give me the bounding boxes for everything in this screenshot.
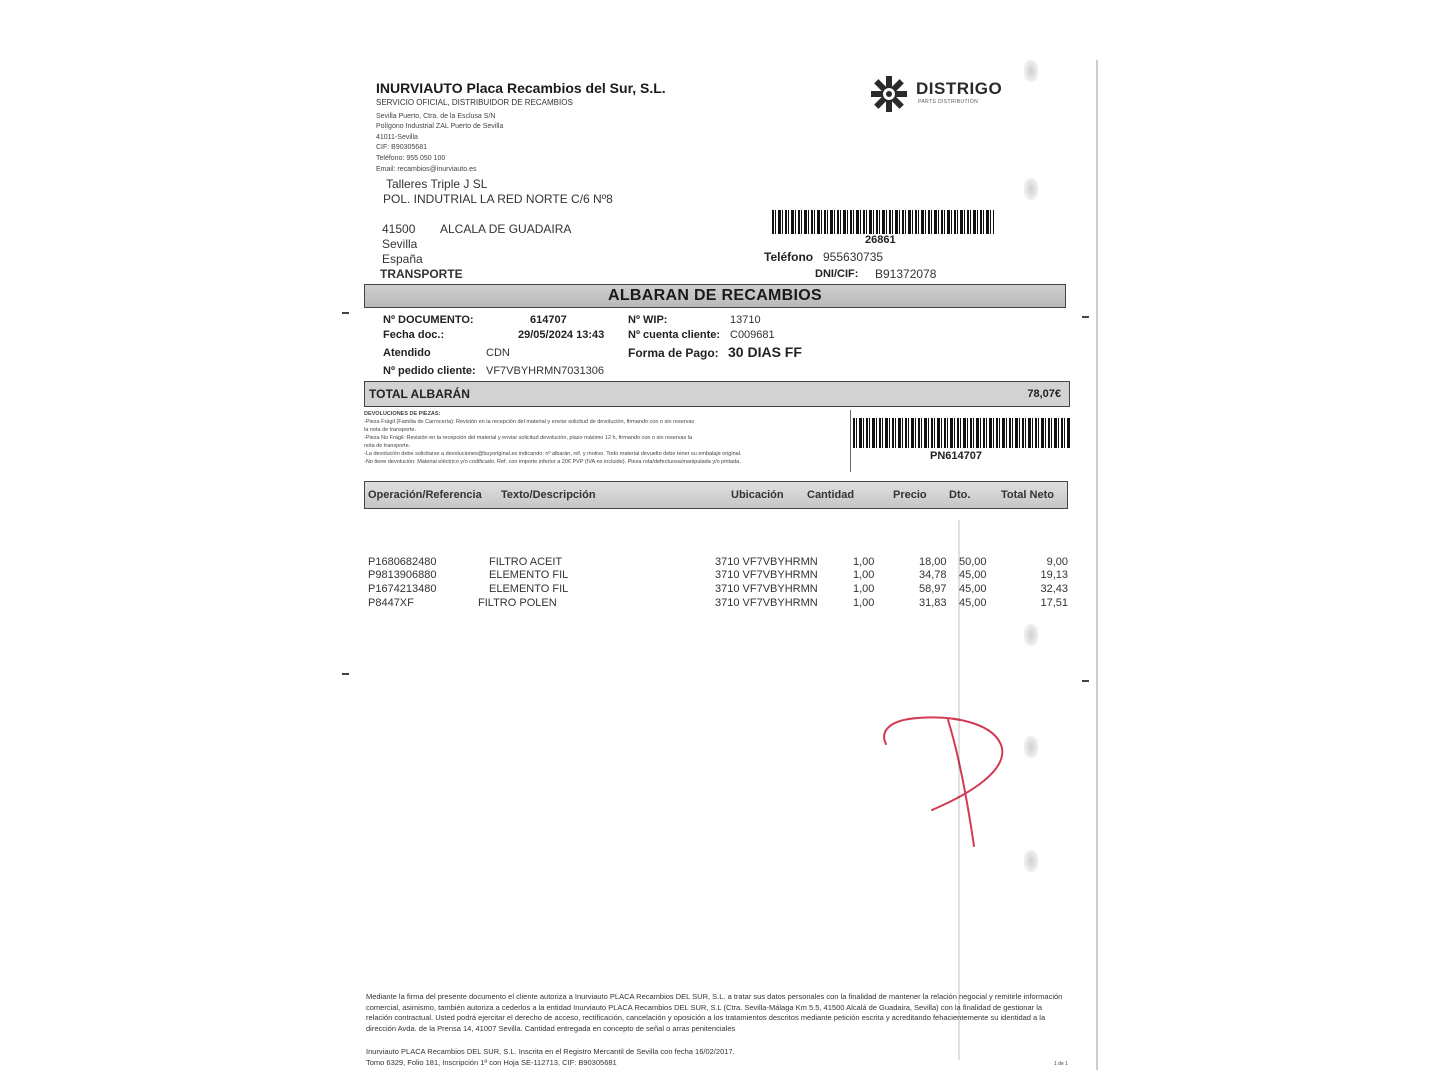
col-header-discount: Dto. (949, 489, 971, 501)
account-value: C009681 (730, 329, 775, 341)
col-header-description: Texto/Descripción (501, 489, 596, 501)
document-barcode-label: PN614707 (930, 450, 982, 462)
registry-notice-2: Tomo 6329, Folio 181, Inscripción 1ª con Hoja SE-112713, CIF: B90305681 (366, 1058, 617, 1067)
company-subtitle: SERVICIO OFICIAL, DISTRIBUIDOR DE RECAMBIOS (376, 98, 573, 107)
order-label: Nº pedido cliente: (383, 365, 476, 377)
customer-city: ALCALA DE GUADAIRA (440, 222, 572, 236)
document-title-bar (364, 284, 1066, 308)
company-address-line: Email: recambios@inurviauto.es (376, 166, 477, 173)
scan-smudge (1024, 736, 1038, 758)
scan-smudge (1024, 850, 1038, 872)
page-edge-mark (1082, 316, 1089, 318)
row-quantity: 1,00 (853, 556, 875, 568)
returns-line: -Pieza Frágil (Familia de Carrocería): Revisión en la recepción del material y enviar solicitud de devolución, firmando con o sin reservas (364, 419, 695, 425)
document-barcode (853, 418, 1071, 448)
attended-value: CDN (486, 347, 510, 359)
date-label: Fecha doc.: (383, 329, 445, 341)
customer-country: España (382, 252, 423, 266)
company-address-line: Polígono Industrial ZAL Puerto de Sevilla (376, 123, 504, 130)
wip-value: 13710 (730, 314, 761, 326)
row-discount: 45,00 (959, 597, 987, 609)
customer-barcode (772, 210, 994, 234)
customer-name: Talleres Triple J SL (386, 177, 488, 191)
row-description: ELEMENTO FIL (489, 569, 569, 581)
returns-line: -Pieza No Frágil: Revisión en la recepción del material y enviar solicitud devolución, plazo máximo 12 h, firmando con o sin reservas la (364, 435, 693, 441)
logo-text: DISTRIGO (916, 79, 1003, 98)
customer-phone: 955630735 (823, 250, 884, 264)
row-net-total: 17,51 (1040, 597, 1068, 609)
row-net-total: 19,13 (1040, 569, 1068, 581)
row-location: 3710 VF7VBYHRMN (715, 597, 818, 609)
customer-barcode-number: 26861 (865, 234, 896, 246)
logo-tagline: PARTS DISTRIBUTION (918, 99, 979, 105)
scan-smudge (1024, 60, 1038, 82)
payment-value: 30 DIAS FF (728, 344, 802, 360)
row-price: 18,00 (919, 556, 947, 568)
company-address-line: Sevilla Puerto, Ctra. de la Esclusa S/N (376, 113, 496, 120)
account-label: Nº cuenta cliente: (628, 329, 721, 341)
scan-smudge (1024, 624, 1038, 646)
handwritten-p-mark (878, 712, 1008, 852)
total-label: TOTAL ALBARÁN (369, 387, 470, 401)
row-location: 3710 VF7VBYHRMN (715, 583, 818, 595)
row-discount: 45,00 (959, 569, 987, 581)
wip-label: Nº WIP: (628, 314, 668, 326)
scan-smudge (1024, 178, 1038, 200)
row-description: FILTRO POLEN (478, 597, 557, 609)
page-edge-mark (342, 673, 349, 675)
privacy-notice: Mediante la firma del presente documento el cliente autoriza a Inurviauto PLACA Recambios DEL SUR, S.L. a tratar sus datos personales con la finalidad de mantener la relación negocial y remitirle información comercial, asimismo, también autoriza a cederlos a la entidad Inurviauto PLACA Recambios DEL SUR, S.L (Ctra. Sevilla-Málaga Km 5.5, 41500 Alcalá de Guadaira, Sevilla) con la finalidad de gestionar la relación contractual. Usted podrá ejercitar el derecho de acceso, rectificación, cancelación y oposición a los tratamientos descritos mediante petición escrita y acreditando fehacientemente su identidad a la dirección Avda. de la Prensa 14, 41007 Sevilla. Cantidad entregada en concepto de señal o arras penitenciales (366, 992, 1063, 1033)
items-table-header (364, 481, 1068, 509)
row-discount: 50,00 (959, 556, 987, 568)
attended-label: Atendido (383, 347, 431, 359)
page-edge-mark (342, 312, 349, 314)
company-address-line: Teléfono: 955 050 100 (376, 155, 446, 162)
company-name: INURVIAUTO Placa Recambios del Sur, S.L. (376, 80, 666, 96)
row-quantity: 1,00 (853, 583, 875, 595)
row-reference: P1680682480 (368, 556, 437, 568)
shipping-method: TRANSPORTE (380, 267, 463, 281)
row-description: ELEMENTO FIL (489, 583, 569, 595)
returns-line: -La devolución debe solicitarse a devoluciones@buyoriginal.es indicando: nº albarán, ref. y motivo. Todo material devuelto debe tener su embalaje original. (364, 451, 742, 457)
row-reference: P8447XF (368, 597, 414, 609)
customer-street: POL. INDUTRIAL LA RED NORTE C/6 Nº8 (383, 192, 613, 206)
tax-label: DNI/CIF: (815, 268, 859, 280)
col-header-reference: Operación/Referencia (368, 489, 482, 501)
row-price: 58,97 (919, 583, 947, 595)
order-value: VF7VBYHRMN7031306 (486, 365, 605, 377)
row-price: 31,83 (919, 597, 947, 609)
distrigo-logo (868, 74, 1018, 114)
row-description: FILTRO ACEIT (489, 556, 563, 568)
returns-line: la nota de transporte. (364, 427, 416, 433)
total-bar (364, 381, 1070, 407)
row-price: 34,78 (919, 569, 947, 581)
doc-number-label: Nº DOCUMENTO: (383, 314, 474, 326)
col-header-quantity: Cantidad (807, 489, 855, 501)
row-quantity: 1,00 (853, 597, 875, 609)
registry-notice: Inurviauto PLACA Recambios DEL SUR, S.L. Inscrita en el Registro Mercantil de Sevilla con fecha 16/02/2017. (366, 1047, 735, 1056)
row-discount: 45,00 (959, 583, 987, 595)
col-header-location: Ubicación (731, 489, 784, 501)
doc-date: 29/05/2024 13:43 (518, 329, 605, 341)
row-net-total: 32,43 (1040, 583, 1068, 595)
page-number: 1 de 1 (1054, 1061, 1068, 1067)
scan-fold-line (958, 520, 960, 1060)
phone-label: Teléfono (764, 250, 814, 264)
returns-policy (364, 410, 851, 472)
distrigo-star-icon (868, 74, 910, 114)
row-location: 3710 VF7VBYHRMN (715, 556, 818, 568)
customer-postal-code: 41500 (382, 222, 416, 236)
company-address-line: CIF: B90305681 (376, 144, 427, 151)
customer-tax-id: B91372078 (875, 267, 937, 281)
payment-label: Forma de Pago: (628, 346, 719, 360)
row-quantity: 1,00 (853, 569, 875, 581)
returns-line: nota de transporte. (364, 443, 411, 449)
row-reference: P1674213480 (368, 583, 437, 595)
col-header-price: Precio (893, 489, 927, 501)
page-edge-mark (1082, 680, 1089, 682)
company-address-line: 41011-Sevilla (376, 134, 418, 141)
returns-heading: DEVOLUCIONES DE PIEZAS: (364, 411, 441, 417)
row-net-total: 9,00 (1046, 556, 1068, 568)
total-amount: 78,07€ (1027, 388, 1061, 400)
doc-number: 614707 (530, 314, 567, 326)
customer-province: Sevilla (382, 237, 418, 251)
col-header-net-total: Total Neto (1001, 489, 1054, 501)
row-reference: P9813906880 (368, 569, 437, 581)
row-location: 3710 VF7VBYHRMN (715, 569, 818, 581)
document-title: ALBARAN DE RECAMBIOS (608, 287, 822, 304)
scan-edge-line (1096, 60, 1098, 1070)
returns-line: -No tiene devolución: Material eléctrico y/o codificado. Ref. con importe inferior a 20€ PVP (IVA no incluido). Pieza rota/defectuosa/manipulada y/o pintada. (364, 459, 741, 465)
